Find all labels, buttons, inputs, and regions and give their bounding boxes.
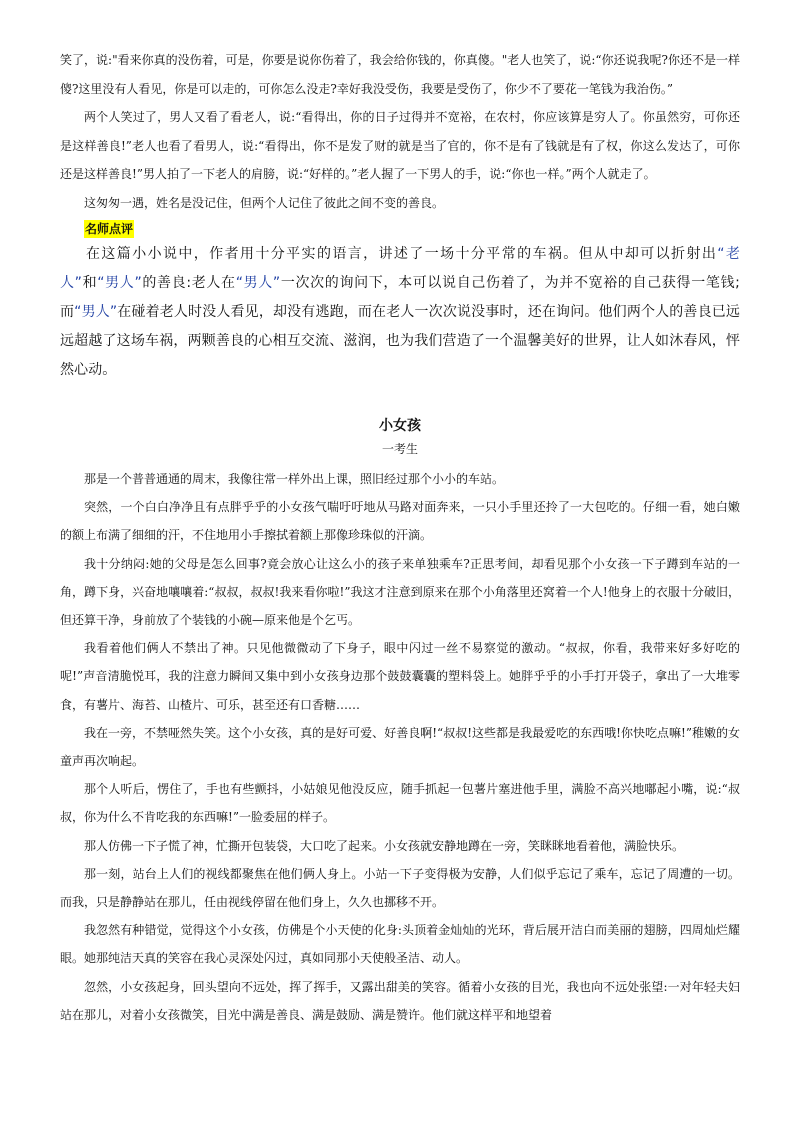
comment-text-4: 一次次的询问下，本可以说自己伤着了，为并不宽裕的自己获得一笔钱;而 [60, 275, 740, 320]
story-paragraph: 我在一旁，不禁哑然失笑。这个小女孩，真的是好可爱、好善良啊!“叔叔!这些都是我最爱吃的东西哦!你快吃点嘛!”稚嫩的女童声再次响起。 [60, 725, 740, 769]
story-paragraph: 忽然，小女孩起身，回头望向不远处，挥了挥手，又露出甜美的笑容。循着小女孩的目光，我也向不远处张望:一对年轻夫妇站在那儿，对着小女孩微笑，目光中满是善良、满是鼓励、满是赞许。他们就这样平和地望着 [60, 979, 740, 1022]
story-paragraph: 我忽然有种错觉，觉得这个小女孩，仿佛是个小天使的化身:头顶着金灿灿的光环，背后展开洁白而美丽的翅膀，四周灿烂耀眼。她那纯洁天真的笑容在我心灵深处闪过，真如同那小天使般圣洁、动人。 [60, 923, 740, 966]
story-paragraph: 突然，一个白白净净且有点胖乎乎的小女孩气喘吁吁地从马路对面奔来，一只小手里还拎了一大包吃的。仔细一看，她白嫩的额上布满了细细的汗，不住地用小手擦拭着额上那像珍珠似的汗滴。 [60, 500, 740, 543]
comment-quote-man-2: “男人” [235, 275, 281, 291]
teacher-comment-tag: 名师点评 [85, 222, 134, 236]
story-paragraph: 那一刻，站台上人们的视线都聚焦在他们俩人身上。小站一下子变得极为安静，人们似乎忘记了乘车，忘记了周遭的一切。而我，只是静静站在那儿，任由视线停留在他们身上，久久也挪移不开。 [60, 866, 740, 910]
intro-paragraph-3: 这匆匆一遇，姓名是没记住，但两个人记住了彼此之间不变的善良。 [84, 195, 445, 210]
intro-paragraph-1: 笑了，说:"看来你真的没伤着，可是，你要是说你伤着了，我会给你钱的，你真傻。"老人也笑了，说:“你还说我呢?你还不是一样傻?这里没有人看见，你是可以走的，可你怎么没走?幸好我没受伤，我要是受伤了，你少不了要花一笔钱为我治伤。” [60, 53, 740, 96]
comment-text-2: 和 [82, 275, 98, 291]
comment-text-1: 在这篇小小说中，作者用十分平实的语言，讲述了一场十分平常的车祸。但从中却可以折射出 [86, 246, 718, 262]
teacher-comment [60, 240, 740, 385]
story-author: 一考生 [381, 442, 418, 456]
story-paragraph: 那是一个普普通通的周末，我像往常一样外出上课，照旧经过那个小小的车站。 [84, 472, 505, 486]
story-paragraph: 那个人听后，愣住了，手也有些颤抖，小姑娘见他没反应，随手抓起一包薯片塞进他手里，满脸不高兴地嘟起小嘴，说:“叔叔，你为什么不肯吃我的东西嘛!”一脸委屈的样子。 [60, 782, 740, 825]
story-paragraph: 那人仿佛一下子慌了神，忙撕开包装袋，大口吃了起来。小女孩就安静地蹲在一旁，笑眯眯地看着他，满脸快乐。 [84, 838, 685, 853]
story-title: 小女孩 [379, 418, 421, 434]
comment-text-5: 在碰着老人时没人看见，却没有逃跑，而在老人一次次说没事时，还在询问。他们两个人的善良已远远超越了这场车祸，两颗善良的心相互交流、滋润，也为我们营造了一个温馨美好的世界，让人如沐春风，怦然心动。 [60, 304, 740, 378]
story-section [60, 415, 740, 1029]
comment-quote-man-1: “男人” [97, 275, 142, 291]
comment-text-3: 的善良:老人在 [141, 275, 236, 291]
comment-quote-old-man: “老人” [60, 246, 740, 291]
document-page [60, 46, 740, 1029]
intro-paragraph-2: 两个人笑过了，男人又看了看老人，说:“看得出，你的日子过得并不宽裕，在农村，你应该算是穷人了。你虽然穷，可你还是这样善良!”老人也看了看男人，说:“看得出，你不是发了财的就是当了官的，你不是有了钱就是有了权，你这么发达了，可你还是这样善良!”男人拍了一下老人的肩膀，说:“好样的。”老人握了一下男人的手，说:“你也一样。”两个人就走了。 [60, 110, 740, 181]
story-paragraph: 我十分纳闷:她的父母是怎么回事?竟会放心让这么小的孩子来单独乘车?正思考间，却看见那个小女孩一下子蹲到车站的一角，蹲下身，兴奋地嚷嚷着:“叔叔，叔叔!我来看你啦!”我这才注意到原来在那个小角落里还窝着一个人!他身上的衣服十分破旧，但还算干净，身前放了个装钱的小碗—原来他是个乞丐。 [60, 556, 740, 628]
story-paragraph: 我看着他们俩人不禁出了神。只见他微微动了下身子，眼中闪过一丝不易察觉的激动。“叔叔，你看，我带来好多好吃的呢!”声音清脆悦耳，我的注意力瞬间又集中到小女孩身边那个鼓鼓囊囊的塑料袋上。她胖乎乎的小手打开袋子，拿出了一大堆零食，有薯片、海苔、山楂片、可乐，甚至还有口香糖…… [60, 641, 740, 712]
comment-quote-man-3: “男人” [74, 304, 118, 320]
